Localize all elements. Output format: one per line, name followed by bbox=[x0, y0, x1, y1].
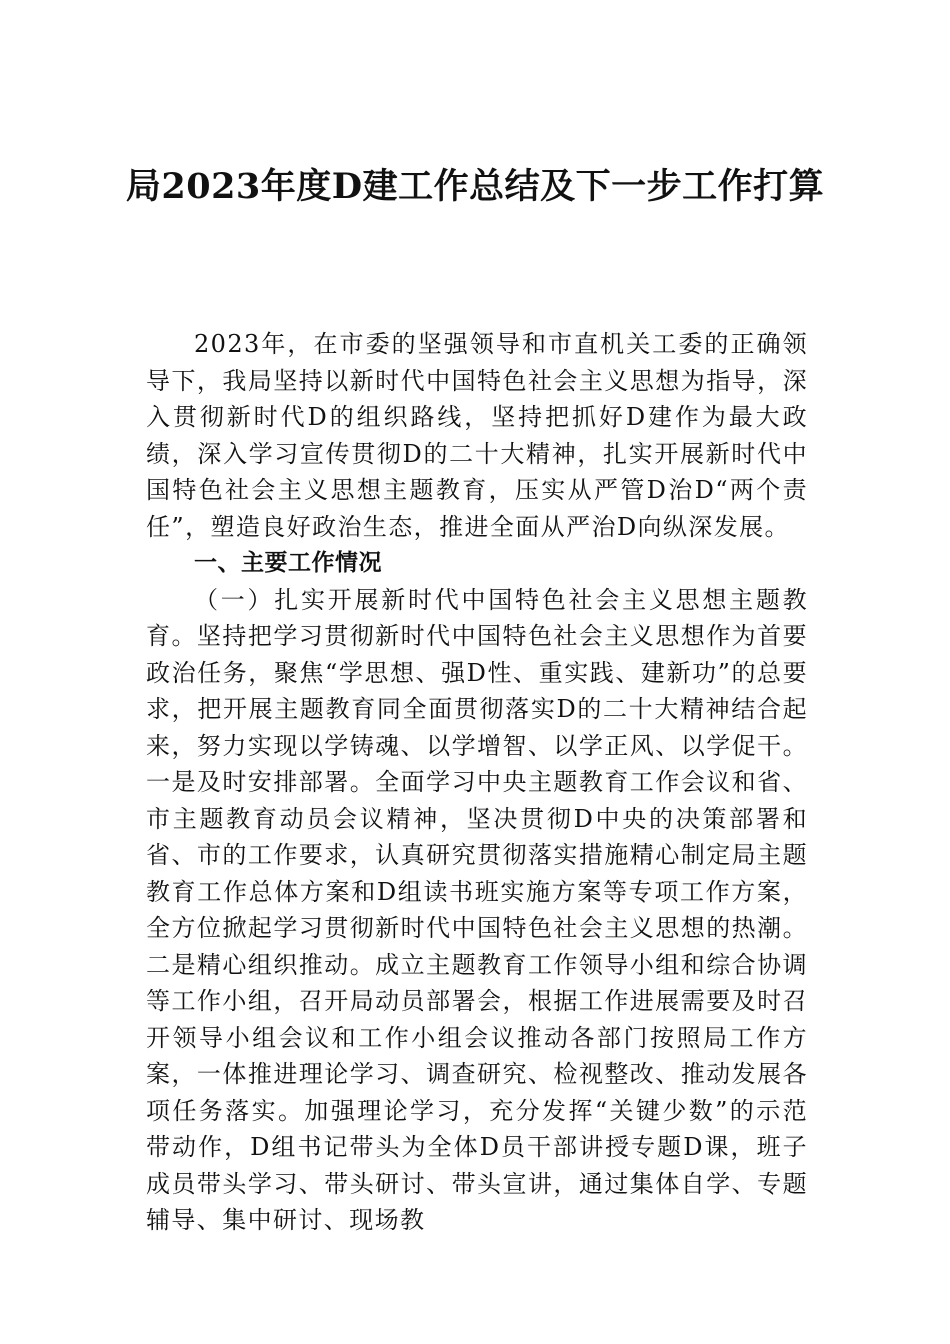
section-paragraph-theme-education: （一）扎实开展新时代中国特色社会主义思想主题教育。坚持把学习贯彻新时代中国特色社会主义思想作为首要政治任务，聚焦“学思想、强D性、重实践、建新功”的总要求，把开展主题教育同全面贯彻落实D的二十大精神结合起来，努力实现以学铸魂、以学增智、以学正风、以学促干。一是及时安排部署。全面学习中央主题教育工作会议和省、市主题教育动员会议精神，坚决贯彻D中央的决策部署和省、市的工作要求，认真研究贯彻落实措施精心制定局主题教育工作总体方案和D组读书班实施方案等专项工作方案，全方位掀起学习贯彻新时代中国特色社会主义思想的热潮。二是精心组织推动。成立主题教育工作领导小组和综合协调等工作小组，召开局动员部署会，根据工作进展需要及时召开领导小组会议和工作小组会议推动各部门按照局工作方案，一体推进理论学习、调查研究、检视整改、推动发展各项任务落实。加强理论学习，充分发挥“关键少数”的示范带动作，D组书记带头为全体D员干部讲授专题D课，班子成员带头学习、带头研讨、带头宣讲，通过集体自学、专题辅导、集中研讨、现场教 bbox=[146, 585, 808, 1234]
document-body bbox=[146, 326, 808, 1239]
intro-paragraph: 2023年，在市委的坚强领导和市直机关工委的正确领导下，我局坚持以新时代中国特色社会主义思想为指导，深入贯彻新时代D的组织路线，坚持把抓好D建作为最大政绩，深入学习宣传贯彻D的二十大精神，扎实开展新时代中国特色社会主义思想主题教育，压实从严管D治D“两个责任”，塑造良好政治生态，推进全面从严治D向纵深发展。 bbox=[146, 330, 808, 541]
document-title: 局2023年度D建工作总结及下一步工作打算 bbox=[125, 166, 825, 207]
section-heading-main-work: 一、主要工作情况 bbox=[194, 550, 382, 576]
